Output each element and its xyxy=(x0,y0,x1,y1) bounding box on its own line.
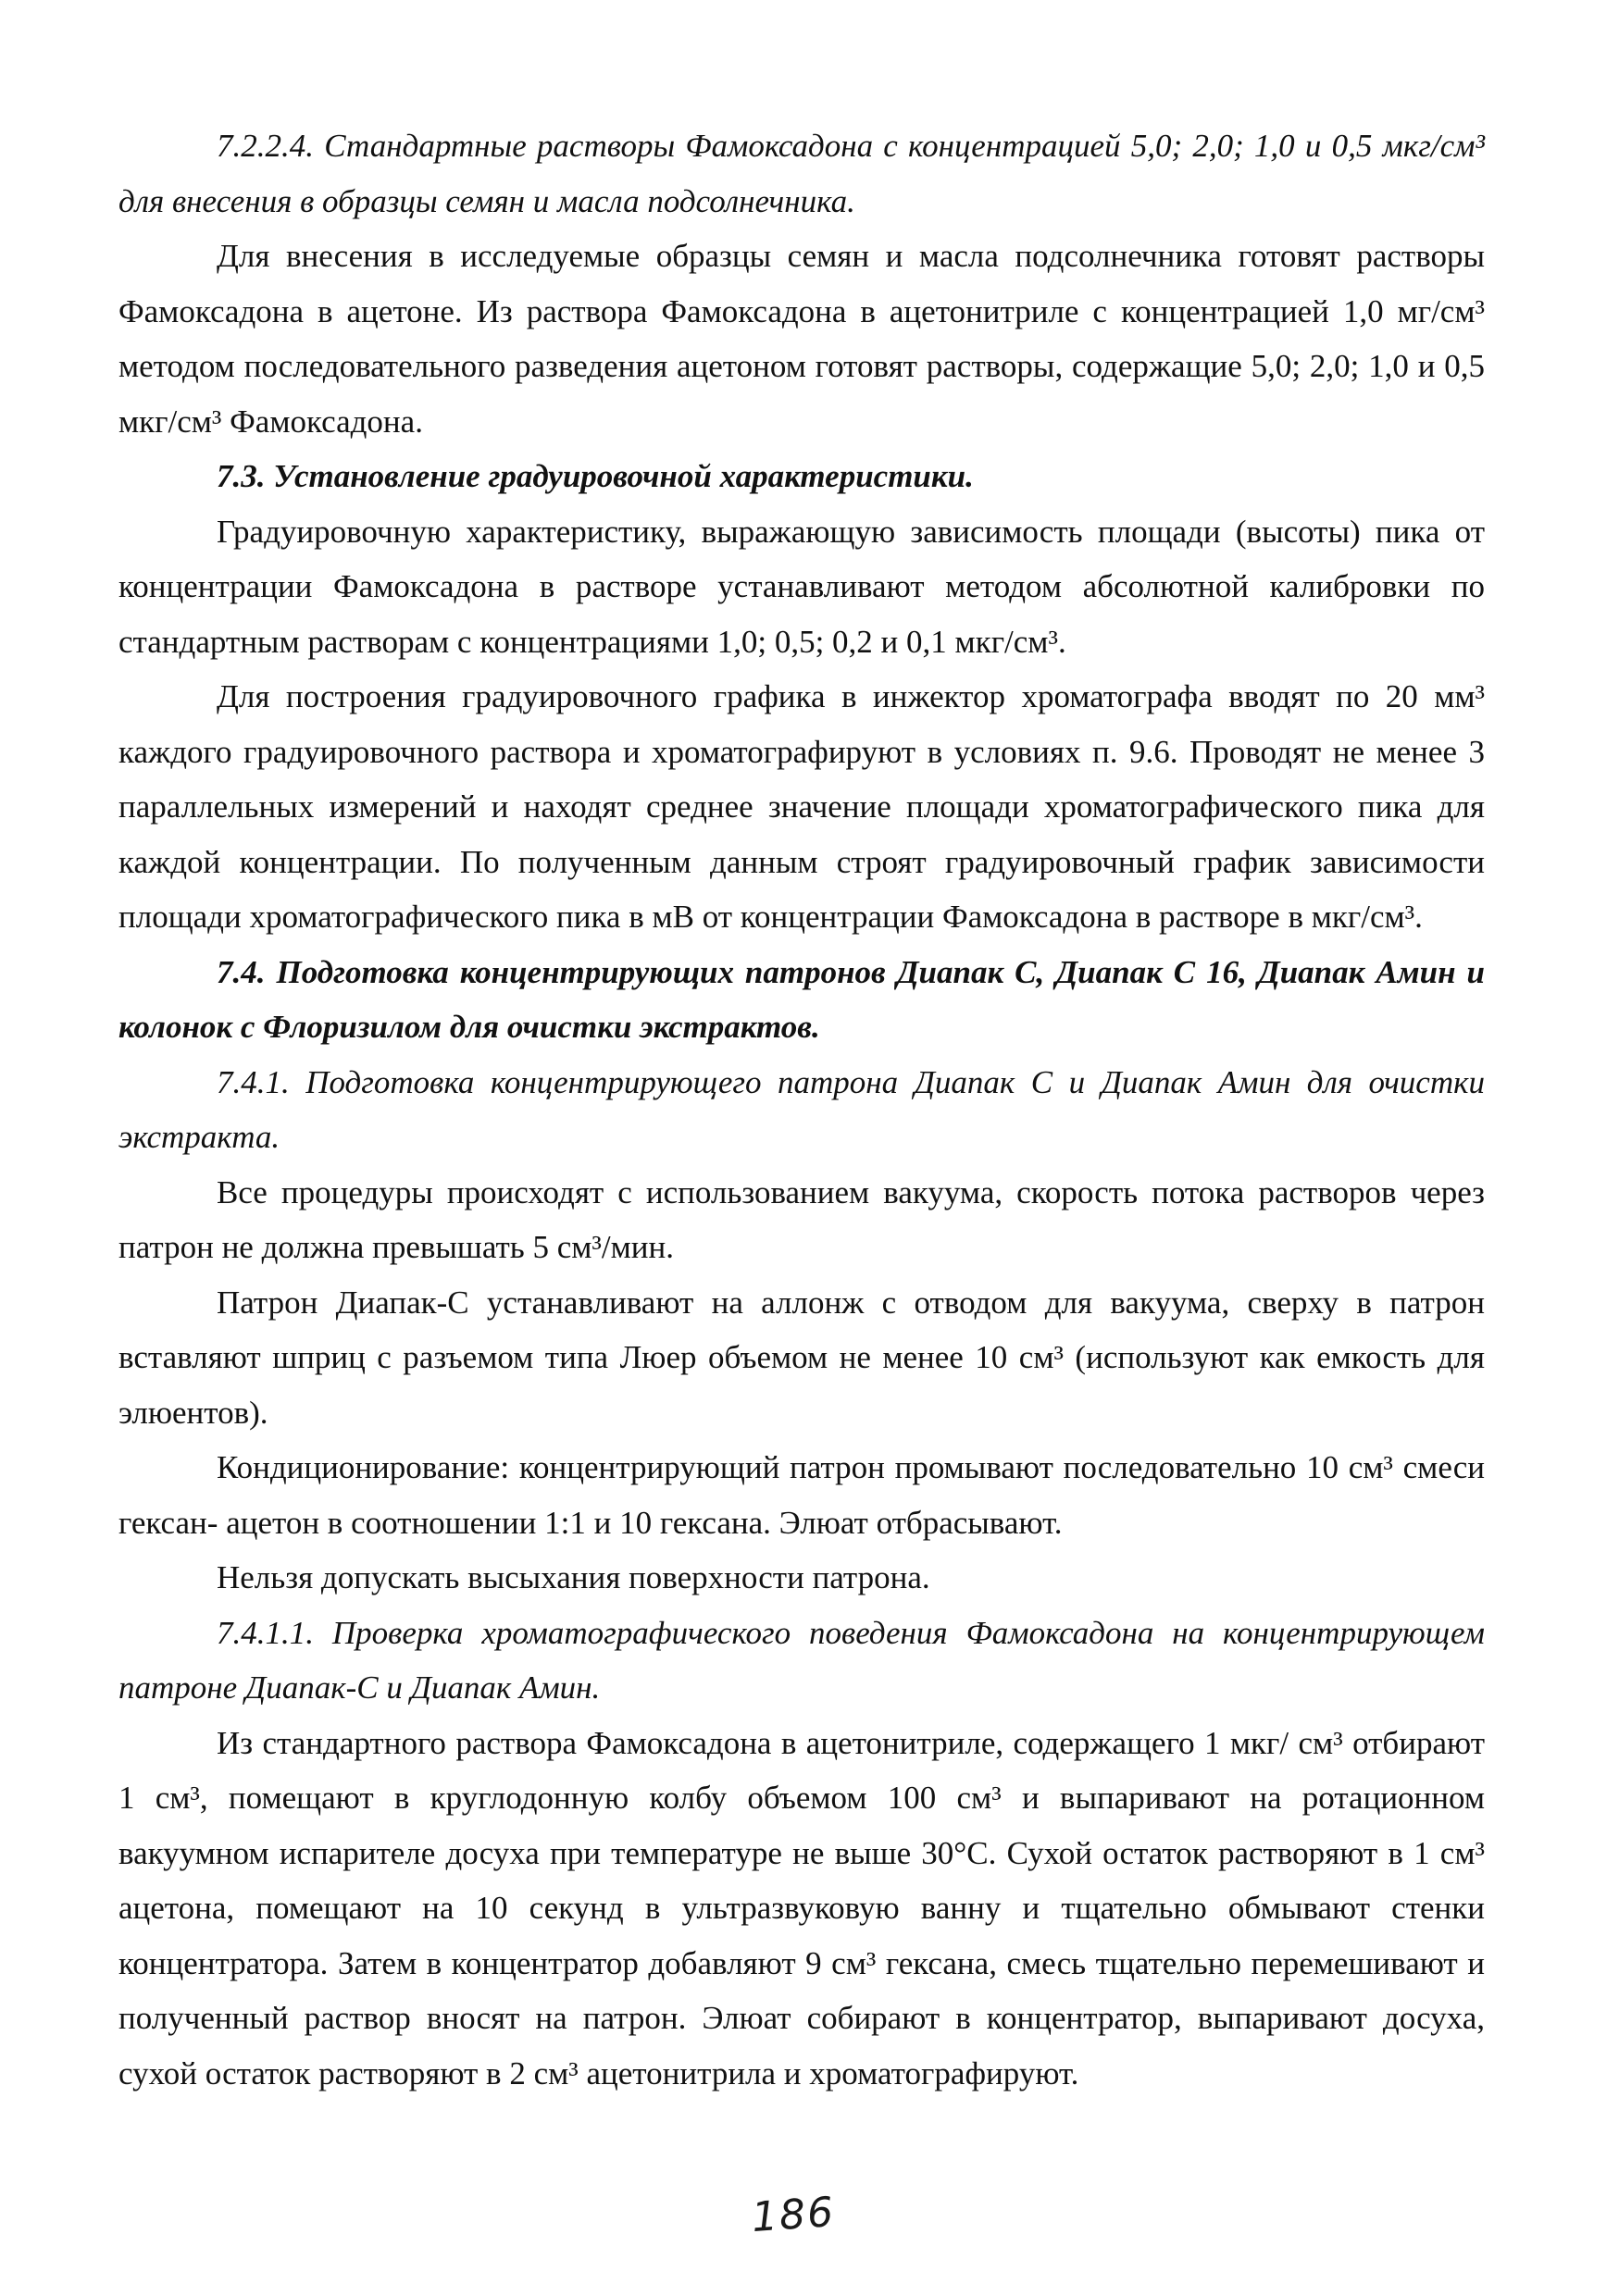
heading-7-4-1: 7.4.1. Подготовка концентрирующего патрона Диапак С и Диапак Амин для очистки экстракта. xyxy=(118,1063,1485,1155)
paragraph-vacuum: Все процедуры происходят с использованием вакуума, скорость потока растворов через патрон не должна превышать 5 см³/мин. xyxy=(118,1173,1485,1265)
handwritten-page-number: 186 xyxy=(750,2188,837,2242)
paragraph-conditioning: Кондиционирование: концентрирующий патрон промывают последовательно 10 см³ смеси гексан- ацетон в соотношении 1:1 и 10 гексана. Элюат отбрасывают. xyxy=(118,1449,1485,1541)
paragraph-no-drying: Нельзя допускать высыхания поверхности патрона. xyxy=(217,1559,930,1595)
paragraph-procedure: Из стандартного раствора Фамоксадона в ацетонитриле, содержащего 1 мкг/ см³ отбирают 1 см³, помещают в круглодонную колбу объемом 100 см³ и выпаривают на ротационном вакуумном испарителе досуха при температуре не выше 30°С. Сухой остаток растворяют в 1 см³ ацетона, помещают на 10 секунд в ультразвуковую ванну и тщательно обмывают стенки концентратора. Затем в концентратор добавляют 9 см³ гексана, смесь тщательно перемешивают и полученный раствор вносят на патрон. Элюат собирают в концентратор, выпаривают досуха, сухой остаток растворяют в 2 см³ ацетонитрила и хроматографируют. xyxy=(118,1724,1485,2091)
text-column xyxy=(118,118,1485,2101)
paragraph-acetone-solutions: Для внесения в исследуемые образцы семян и масла подсолнечника готовят растворы Фамоксадона в ацетоне. Из раствора Фамоксадона в ацетонитриле с концентрацией 1,0 мг/см³ методом последовательного разведения ацетоном готовят растворы, содержащие 5,0; 2,0; 1,0 и 0,5 мкг/см³ Фамоксадона. xyxy=(118,238,1485,440)
paragraph-calibration-graph: Для построения градуировочного графика в инжектор хроматографа вводят по 20 мм³ каждого градуировочного раствора и хроматографируют в условиях п. 9.6. Проводят не менее 3 параллельных измерений и находят среднее значение площади хроматографического пика для каждой концентрации. По полученным данным строят градуировочный график зависимости площади хроматографического пика в мВ от концентрации Фамоксадона в растворе в мкг/см³. xyxy=(118,678,1485,935)
paragraph-calibration-characteristic: Градуировочную характеристику, выражающую зависимость площади (высоты) пика от концентрации Фамоксадона в растворе устанавливают методом абсолютной калибровки по стандартным растворам с концентрациями 1,0; 0,5; 0,2 и 0,1 мкг/см³. xyxy=(118,513,1485,660)
heading-7-3: 7.3. Установление градуировочной характеристики. xyxy=(217,458,974,494)
heading-7-4: 7.4. Подготовка концентрирующих патронов Диапак С, Диапак С 16, Диапак Амин и колонок с Флоризилом для очистки экстрактов. xyxy=(118,953,1485,1045)
paragraph-cartridge-setup: Патрон Диапак-С устанавливают на аллонж с отводом для вакуума, сверху в патрон вставляют шприц с разъемом типа Люер объемом не менее 10 см³ (используют как емкость для элюентов). xyxy=(118,1284,1485,1431)
heading-7-4-1-1: 7.4.1.1. Проверка хроматографического поведения Фамоксадона на концентрирующем патроне Диапак-С и Диапак Амин. xyxy=(118,1614,1485,1706)
heading-7-2-2-4: 7.2.2.4. Стандартные растворы Фамоксадона с концентрацией 5,0; 2,0; 1,0 и 0,5 мкг/см³ для внесения в образцы семян и масла подсолнечника. xyxy=(118,128,1485,219)
